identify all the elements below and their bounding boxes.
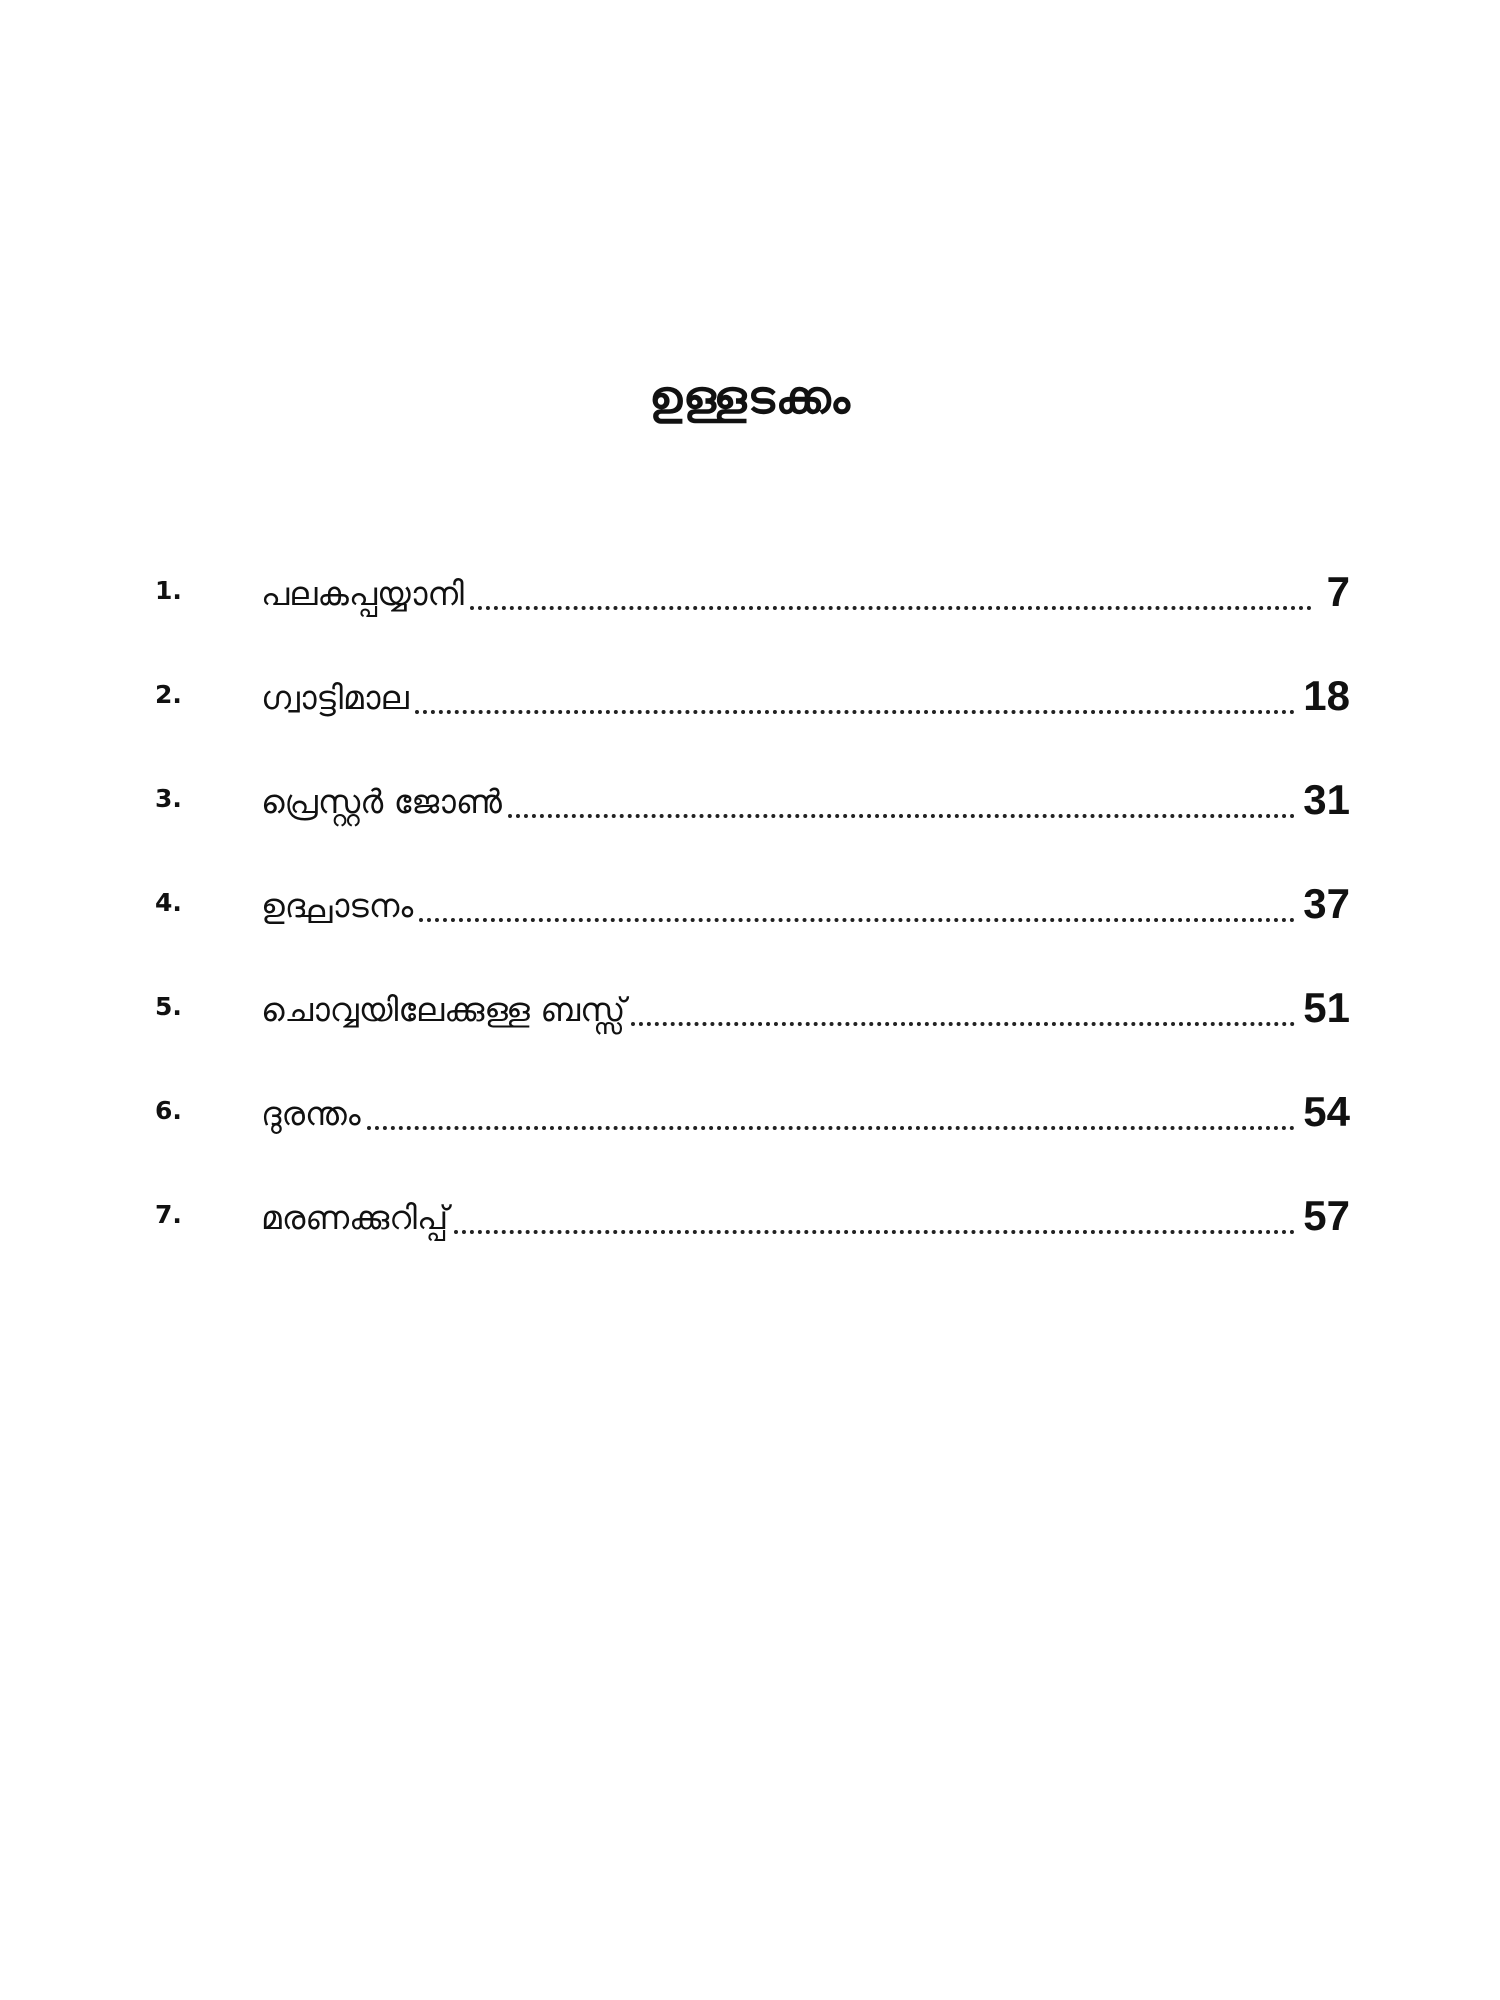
toc-entry-page: 57 bbox=[1303, 1192, 1350, 1239]
toc-entry-title: ദുരന്തം bbox=[261, 1094, 361, 1133]
toc-entry-number: 6. bbox=[155, 1096, 182, 1125]
toc-entry[interactable] bbox=[155, 857, 1350, 961]
toc-entry-page: 37 bbox=[1303, 880, 1350, 927]
toc-entry-line bbox=[261, 767, 1350, 827]
toc-entry-title: പ്രെസ്റ്റർ ജോൺ bbox=[261, 782, 503, 821]
dot-leader bbox=[419, 918, 1295, 922]
dot-leader bbox=[470, 606, 1312, 610]
toc-entry-number: 4. bbox=[155, 888, 182, 917]
toc-entry-page: 51 bbox=[1303, 984, 1350, 1031]
toc-entry-page: 31 bbox=[1303, 776, 1350, 823]
toc-entry-number: 7. bbox=[155, 1200, 182, 1229]
toc-entry[interactable] bbox=[155, 545, 1350, 649]
toc-entry-number: 5. bbox=[155, 992, 182, 1021]
toc-entry-title: ചൊവ്വയിലേക്കുള്ള ബസ്സ് bbox=[261, 990, 626, 1029]
toc-entry-title: ഉദ്ഘാടനം bbox=[261, 886, 414, 925]
dot-leader bbox=[631, 1022, 1295, 1026]
toc-entry-number: 3. bbox=[155, 784, 182, 813]
toc-entry-line bbox=[261, 1079, 1350, 1139]
toc-entry-page: 54 bbox=[1303, 1088, 1350, 1135]
toc-entry-line bbox=[261, 663, 1350, 723]
toc-entry-number: 2. bbox=[155, 680, 182, 709]
dot-leader bbox=[508, 814, 1295, 818]
toc-entry-page: 18 bbox=[1303, 672, 1350, 719]
dot-leader bbox=[367, 1126, 1296, 1130]
dot-leader bbox=[415, 710, 1296, 714]
toc-entry-line bbox=[261, 975, 1350, 1035]
toc-entry-number: 1. bbox=[155, 576, 182, 605]
toc-entry-page: 7 bbox=[1326, 568, 1350, 615]
toc-entry-line bbox=[261, 1183, 1350, 1243]
table-of-contents bbox=[155, 545, 1350, 1273]
toc-entry-line bbox=[261, 871, 1350, 931]
toc-entry-title: പലകപ്പയ്യാനി bbox=[261, 574, 464, 613]
dot-leader bbox=[454, 1230, 1295, 1234]
toc-entry-line bbox=[261, 559, 1350, 619]
toc-entry[interactable] bbox=[155, 1065, 1350, 1169]
page-title: ഉള്ളടക്കം bbox=[649, 370, 851, 424]
toc-entry[interactable] bbox=[155, 649, 1350, 753]
toc-entry-title: മരണക്കുറിപ്പ് bbox=[261, 1198, 449, 1237]
toc-entry-title: ഗ്വാട്ടിമാല bbox=[261, 678, 409, 717]
toc-entry[interactable] bbox=[155, 753, 1350, 857]
toc-entry[interactable] bbox=[155, 961, 1350, 1065]
toc-entry[interactable] bbox=[155, 1169, 1350, 1273]
